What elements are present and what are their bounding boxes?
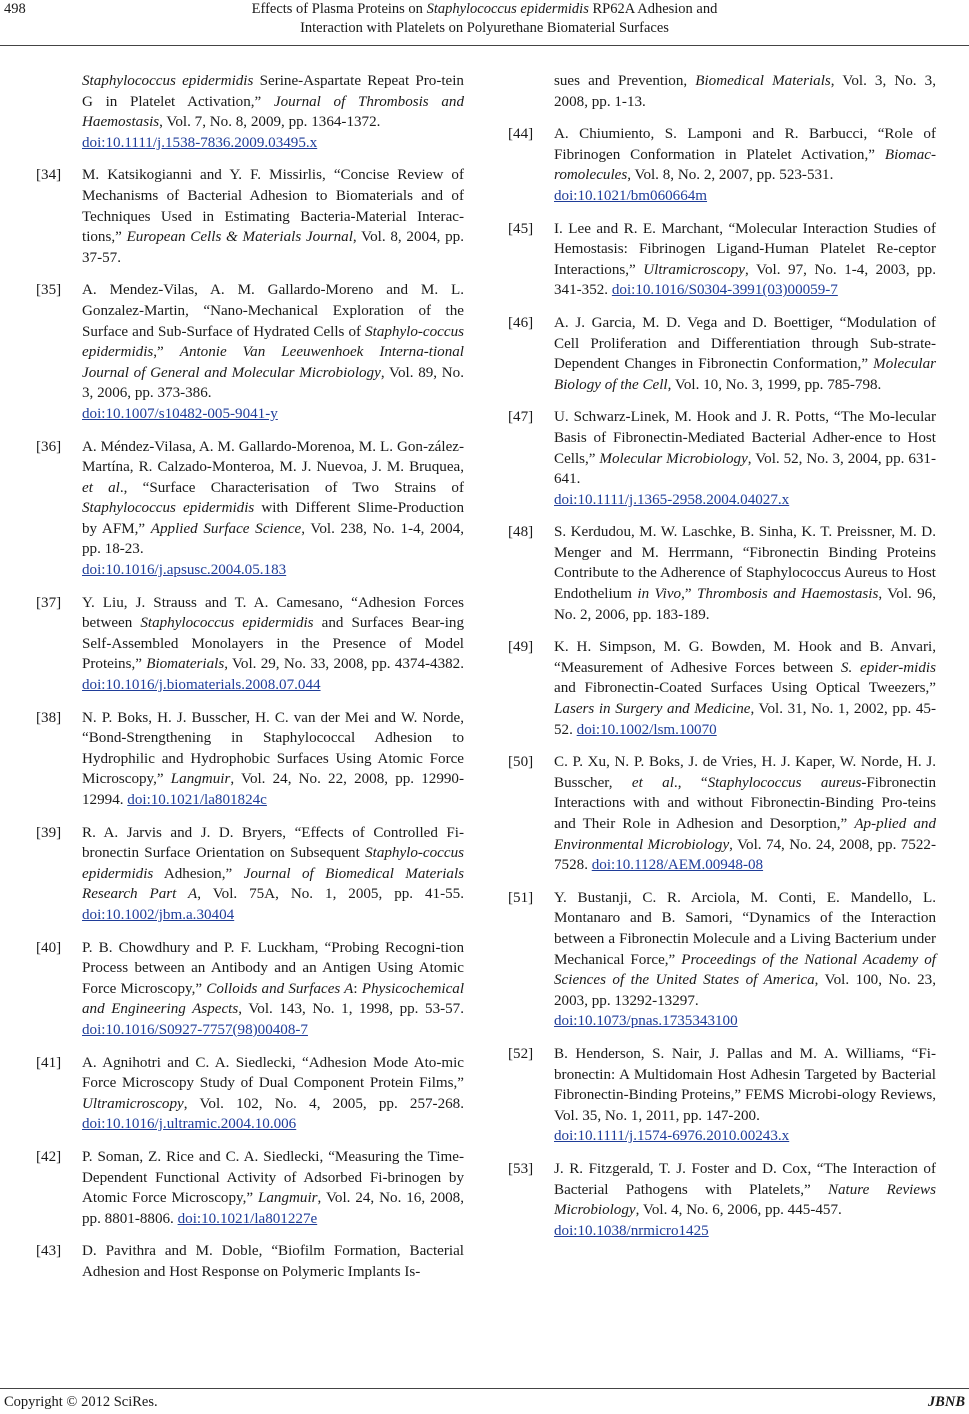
reference-42: [42] P. Soman, Z. Rice and C. A. Siedlecki, “Measuring the Time-Dependent Functional Activity of Adsorbed Fi-brinogen by Atomic Force Microscopy,” Langmuir, Vol. 24, No. 16, 2008, pp. 8801-8806. doi:10.1021/la801227e	[36, 1147, 464, 1229]
reference-43-continuation: sues and Prevention, Biomedical Materials, Vol. 3, No. 3, 2008, pp. 1-13.	[554, 73, 936, 110]
reference-34: [34] M. Katsikogianni and Y. F. Missirlis, “Concise Review of Mechanisms of Bacterial Adhesion to Biomaterials and of Techniques Used in Estimating Bacteria-Material Interac-tions,” European Cells & Materials Journal, Vol. 8, 2004, pp. 37-57.	[36, 165, 464, 268]
reference-number: [42]	[36, 1148, 62, 1165]
reference-number: [44]	[508, 126, 534, 143]
doi-link[interactable]: doi:10.1128/AEM.00948-08	[591, 857, 764, 874]
reference-36: [36] A. Méndez-Vilasa, A. M. Gallardo-Morenoa, M. L. Gon-zález-Martína, R. Calzado-Monteroa, M. J. Nuevoa, J. M. Bruquea, et al., “Surface Characterisation of Two Strains of Staphylococcus epidermidis with Different Slime-Production by AFM,” Applied Surface Science, Vol. 238, No. 1-4, 2004, pp. 18-23. doi:10.1016/j.apsusc.2004.05.183	[36, 437, 464, 581]
reference-38: [38] N. P. Boks, H. J. Busscher, H. C. van der Mei and W. Norde, “Bond-Strengthening in Staphylococcal Adhesion to Hydrophilic and Hydrophobic Surfaces Using Atomic Force Microscopy,” Langmuir, Vol. 24, No. 22, 2008, pp. 12990-12994. doi:10.1021/la801824c	[36, 708, 464, 811]
reference-number: [51]	[508, 889, 534, 906]
reference-number: [49]	[508, 639, 534, 656]
reference-43: [43] D. Pavithra and M. Doble, “Biofilm Formation, Bacterial Adhesion and Host Response on Polymeric Implants Is-	[36, 1241, 464, 1282]
doi-link[interactable]: doi:10.1016/j.ultramic.2004.10.006	[82, 1116, 297, 1133]
reference-46: [46] A. J. Garcia, M. D. Vega and D. Boettiger, “Modulation of Cell Proliferation and Differentiation through Sub-strate-Dependent Changes in Fibronectin Conformation,” Molecular Biology of the Cell, Vol. 10, No. 3, 1999, pp. 785-798.	[508, 313, 936, 395]
doi-link[interactable]: doi:10.1111/j.1538-7836.2009.03495.x	[82, 134, 318, 151]
doi-link[interactable]: doi:10.1002/lsm.10070	[576, 721, 717, 738]
doi-link[interactable]: doi:10.1111/j.1365-2958.2004.04027.x	[554, 491, 790, 508]
running-title-line2: Interaction with Platelets on Polyurethane Biomaterial Surfaces	[300, 20, 669, 36]
doi-link[interactable]: doi:10.1007/s10482-005-9041-y	[82, 405, 278, 422]
reference-number: [53]	[508, 1160, 534, 1177]
doi-link[interactable]: doi:10.1002/jbm.a.30404	[82, 906, 235, 923]
reference-37: [37] Y. Liu, J. Strauss and T. A. Camesano, “Adhesion Forces between Staphylococcus epidermidis and Surfaces Bear-ing Self-Assembled Monolayers in the Presence of Model Proteins,” Biomaterials, Vol. 29, No. 33, 2008, pp. 4374-4382. doi:10.1016/j.biomaterials.2008.07.044	[36, 593, 464, 696]
journal-abbreviation: JBNB	[927, 1394, 965, 1410]
reference-number: [39]	[36, 824, 62, 841]
reference-39: [39] R. A. Jarvis and J. D. Bryers, “Effects of Controlled Fi-bronectin Surface Orientation on Subsequent Staphylo-coccus epidermidis Adhesion,” Journal of Biomedical Materials Research Part A, Vol. 75A, No. 1, 2005, pp. 41-55. doi:10.1002/jbm.a.30404	[36, 823, 464, 926]
reference-number: [47]	[508, 409, 534, 426]
page-header	[0, 0, 969, 54]
right-column	[508, 71, 936, 1253]
reference-49: [49] K. H. Simpson, M. G. Bowden, M. Hook and B. Anvari, “Measurement of Adhesive Forces between S. epider-midis and Fibronectin-Coated Surfaces Using Optical Tweezers,” Lasers in Surgery and Medicine, Vol. 31, No. 1, 2002, pp. 45-52. doi:10.1002/lsm.10070	[508, 637, 936, 740]
reference-number: [35]	[36, 282, 62, 299]
running-title-line1: Effects of Plasma Proteins on Staphylococcus epidermidis RP62A Adhesion and	[251, 1, 718, 17]
reference-number: [41]	[36, 1054, 62, 1071]
doi-link[interactable]: doi:10.1111/j.1574-6976.2010.00243.x	[554, 1128, 790, 1145]
reference-number: [43]	[36, 1243, 62, 1260]
reference-number: [45]	[508, 220, 534, 237]
reference-number: [52]	[508, 1045, 534, 1062]
doi-link[interactable]: doi:10.1021/bm060664m	[554, 187, 708, 204]
reference-44: [44] A. Chiumiento, S. Lamponi and R. Barbucci, “Role of Fibrinogen Conformation in Platelet Activation,” Biomac-romolecules, Vol. 8, No. 2, 2007, pp. 523-531. doi:10.1021/bm060664m	[508, 124, 936, 206]
copyright-notice: Copyright © 2012 SciRes.	[4, 1394, 158, 1410]
reference-48: [48] S. Kerdudou, M. W. Laschke, B. Sinha, K. T. Preissner, M. D. Menger and M. Herrmann, “Fibronectin Binding Proteins Contribute to the Adherence of Staphylococcus Aureus to Host Endothelium in Vivo,” Thrombosis and Haemostasis, Vol. 96, No. 2, 2006, pp. 183-189.	[508, 522, 936, 625]
reference-40: [40] P. B. Chowdhury and P. F. Luckham, “Probing Recogni-tion Process between an Antibody and an Antigen Using Atomic Force Microscopy,” Colloids and Surfaces A: Physicochemical and Engineering Aspects, Vol. 143, No. 1, 1998, pp. 53-57. doi:10.1016/S0927-7757(98)00408-7	[36, 938, 464, 1041]
reference-52: [52] B. Henderson, S. Nair, J. Pallas and M. A. Williams, “Fi-bronectin: A Multidomain Host Adhesin Targeted by Bacterial Fibronectin-Binding Proteins,” FEMS Microbi-ology Reviews, Vol. 35, No. 1, 2011, pp. 147-200. doi:10.1111/j.1574-6976.2010.00243.x	[508, 1044, 936, 1147]
reference-51: [51] Y. Bustanji, C. R. Arciola, M. Conti, E. Mandello, L. Montanaro and B. Samori, “Dynamics of the Interaction between a Fibronectin Molecule and a Living Bacterium under Mechanical Force,” Proceedings of the National Academy of Sciences of the United States of America, Vol. 100, No. 23, 2003, pp. 13292-13297. doi:10.1073/pnas.1735343100	[508, 888, 936, 1032]
header-divider	[0, 45, 969, 46]
reference-45: [45] I. Lee and R. E. Marchant, “Molecular Interaction Studies of Hemostasis: Fibrinogen Ligand-Human Platelet Re-ceptor Interactions,” Ultramicroscopy, Vol. 97, No. 1-4, 2003, pp. 341-352. doi:10.1016/S0304-3991(03)00059-7	[508, 219, 936, 301]
reference-number: [36]	[36, 438, 62, 455]
doi-link[interactable]: doi:10.1016/S0927-7757(98)00408-7	[82, 1021, 308, 1038]
reference-47: [47] U. Schwarz-Linek, M. Hook and J. R. Potts, “The Mo-lecular Basis of Fibronectin-Mediated Bacterial Adher-ence to Host Cells,” Molecular Microbiology, Vol. 52, No. 3, 2004, pp. 631-641. doi:10.1111/j.1365-2958.2004.04027.x	[508, 407, 936, 510]
page-number: 498	[4, 1, 26, 17]
reference-number: [37]	[36, 594, 62, 611]
reference-continuation: Staphylococcus epidermidis Serine-Aspartate Repeat Pro-tein G in Platelet Activation,” Journal of Thrombosis and Haemostasis, Vol. 7, No. 8, 2009, pp. 1364-1372. doi:10.1111/j.1538-7836.2009.03495.x	[82, 73, 464, 151]
doi-link[interactable]: doi:10.1021/la801227e	[177, 1210, 318, 1227]
doi-link[interactable]: doi:10.1016/j.apsusc.2004.05.183	[82, 562, 287, 579]
doi-link[interactable]: doi:10.1021/la801824c	[127, 792, 267, 808]
reference-number: [46]	[508, 314, 534, 331]
footer-divider	[0, 1388, 969, 1389]
doi-link[interactable]: doi:10.1016/S0304-3991(03)00059-7	[611, 282, 838, 299]
reference-number: [34]	[36, 167, 62, 184]
doi-link[interactable]: doi:10.1073/pnas.1735343100	[554, 1013, 738, 1030]
reference-41: [41] A. Agnihotri and C. A. Siedlecki, “Adhesion Mode Ato-mic Force Microscopy Study of Dual Component Protein Films,” Ultramicroscopy, Vol. 102, No. 4, 2005, pp. 257-268. doi:10.1016/j.ultramic.2004.10.006	[36, 1053, 464, 1135]
reference-number: [40]	[36, 939, 62, 956]
doi-link[interactable]: doi:10.1016/j.biomaterials.2008.07.044	[82, 677, 321, 694]
left-column	[36, 71, 464, 1294]
doi-link[interactable]: doi:10.1038/nrmicro1425	[554, 1222, 709, 1239]
reference-number: [38]	[36, 709, 62, 726]
reference-number: [50]	[508, 754, 534, 771]
reference-50: [50] C. P. Xu, N. P. Boks, J. de Vries, H. J. Kaper, W. Norde, H. J. Busscher, et al., “Staphylococcus aureus-Fibronectin Interactions with and without Fibronectin-Binding Pro-teins and Their Role in Adhesion and Desorption,” Ap-plied and Environmental Microbiology, Vol. 74, No. 24, 2008, pp. 7522-7528. doi:10.1128/AEM.00948-08	[508, 752, 936, 876]
reference-number: [48]	[508, 524, 534, 541]
reference-35: [35] A. Mendez-Vilas, A. M. Gallardo-Moreno and M. L. Gonzalez-Martin, “Nano-Mechanical Exploration of the Surface and Sub-Surface of Hydrated Cells of Staphylo-coccus epidermidis,” Antonie Van Leeuwenhoek Interna-tional Journal of General and Molecular Microbiology, Vol. 89, No. 3, 2006, pp. 373-386. doi:10.1007/s10482-005-9041-y	[36, 280, 464, 424]
reference-53: [53] J. R. Fitzgerald, T. J. Foster and D. Cox, “The Interaction of Bacterial Pathogens with Platelets,” Nature Reviews Microbiology, Vol. 4, No. 6, 2006, pp. 445-457. doi:10.1038/nrmicro1425	[508, 1159, 936, 1241]
